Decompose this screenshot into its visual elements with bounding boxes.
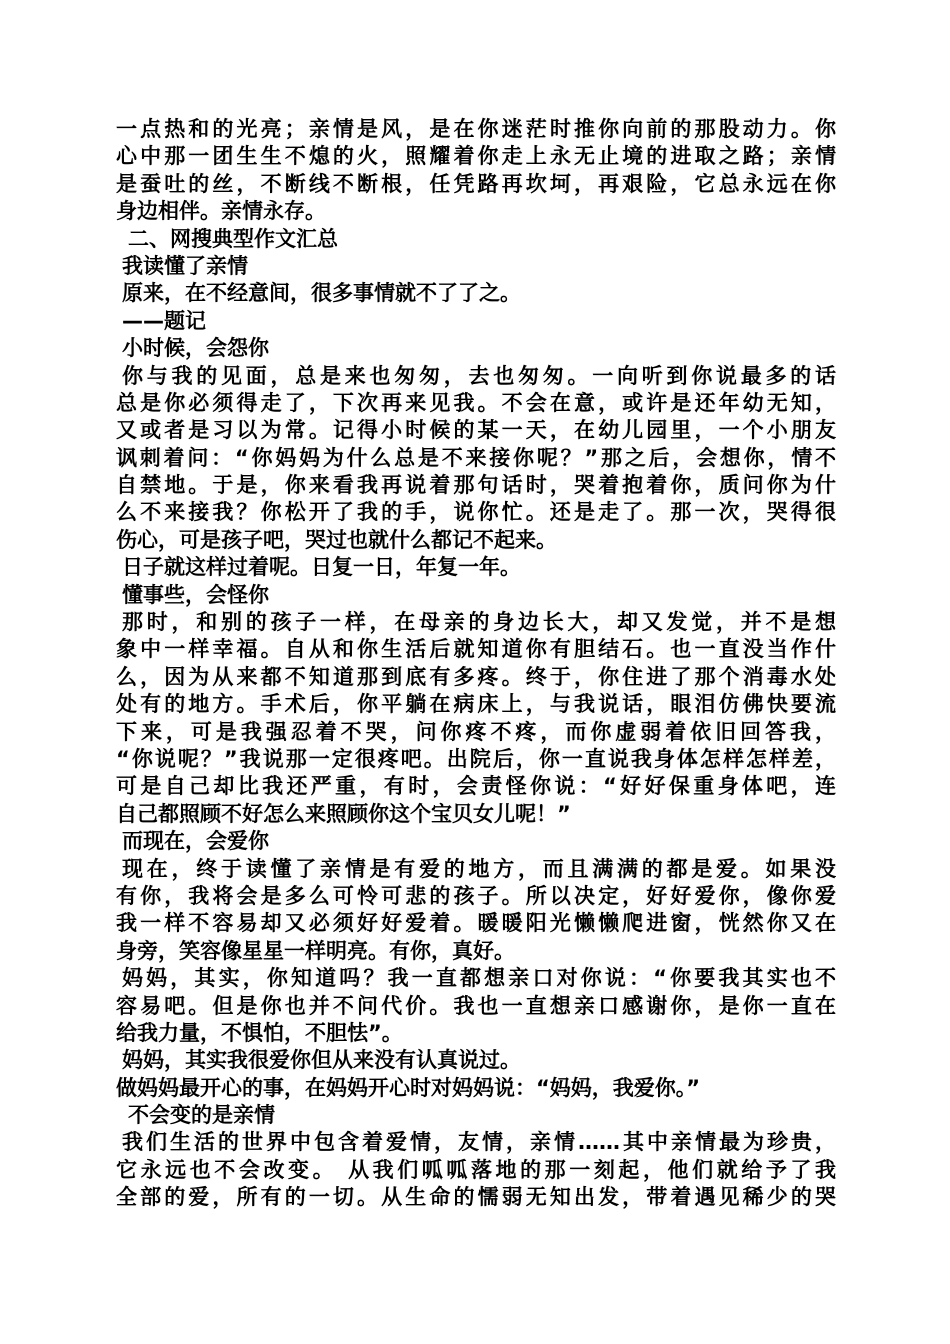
text-line: 身边相伴。亲情永存。 <box>116 199 326 224</box>
text-line: 懂事些，会怪你 <box>122 582 269 607</box>
text-line: 二、网搜典型作文汇总 <box>128 226 338 251</box>
text-line: 那时，和别的孩子一样，在母亲的身边长大，却又发觉，并不是想 <box>122 610 836 635</box>
text-line: 有你，我将会是多么可怜可悲的孩子。所以决定，好好爱你，像你爱 <box>116 883 836 908</box>
text-line: 可是自己却比我还严重，有时，会责怪你说：“好好保重身体吧，连 <box>116 774 836 799</box>
text-line: 你与我的见面，总是来也匆匆，去也匆匆。一向听到你说最多的话 <box>122 363 836 388</box>
text-line: 我读懂了亲情 <box>122 253 248 278</box>
text-line: 我一样不容易却又必须好好爱着。暖暖阳光懒懒爬进窗，恍然你又在 <box>116 911 836 936</box>
text-line: 容易吧。但是你也并不问代价。我也一直想亲口感谢你，是你一直在 <box>116 993 836 1018</box>
text-line: 现在，终于读懂了亲情是有爱的地方，而且满满的都是爱。如果没 <box>122 856 836 881</box>
text-line: 下来，可是我强忍着不哭，问你疼不疼，而你虚弱着依旧回答我， <box>116 719 836 744</box>
text-line: 日子就这样过着呢。日复一日，年复一年。 <box>122 555 521 580</box>
text-line: 是蚕吐的丝，不断线不断根，任凭路再坎坷，再艰险，它总永远在你 <box>116 171 836 196</box>
text-line: 么，因为从来都不知道那到底有多疼。终于，你住进了那个消毒水处 <box>116 664 836 689</box>
text-line: 一点热和的光亮；亲情是风，是在你迷茫时推你向前的那股动力。你 <box>116 117 836 141</box>
text-line: 全部的爱，所有的一切。从生命的懦弱无知出发，带着遇见稀少的哭 <box>116 1185 836 1210</box>
text-line: 小时候，会怨你 <box>122 336 269 361</box>
text-line: 自禁地。于是，你来看我再说着那句话时，哭着抱着你，质问你为什 <box>116 473 836 498</box>
text-line: 妈妈，其实我很爱你但从来没有认真说过。 <box>122 1048 521 1073</box>
text-line: 原来，在不经意间，很多事情就不了了之。 <box>122 281 521 306</box>
text-line: 我们生活的世界中包含着爱情，友情，亲情……其中亲情最为珍贵， <box>122 1130 836 1155</box>
text-line: 总是你必须得走了，下次再来见我。不会在意，或许是还年幼无知， <box>116 390 836 415</box>
text-line: ——题记 <box>122 308 206 333</box>
text-line: 心中那一团生生不熄的火，照耀着你走上永无止境的进取之路；亲情 <box>116 144 836 169</box>
document-page <box>116 116 836 1212</box>
text-line: 自己都照顾不好怎么来照顾你这个宝贝女儿呢！” <box>116 801 571 826</box>
text-line: 不会变的是亲情 <box>128 1103 275 1128</box>
text-line: 伤心，可是孩子吧，哭过也就什么都记不起来。 <box>116 527 557 552</box>
text-line: 做妈妈最开心的事，在妈妈开心时对妈妈说：“妈妈，我爱你。” <box>116 1075 701 1100</box>
text-line: 又或者是习以为常。记得小时候的某一天，在幼儿园里，一个小朋友 <box>116 418 836 443</box>
text-line: “你说呢？”我说那一定很疼吧。出院后，你一直说我身体怎样怎样差， <box>116 746 836 771</box>
text-line: 它永远也不会改变。 从我们呱呱落地的那一刻起，他们就给予了我 <box>116 1157 836 1182</box>
text-line: 给我力量，不惧怕，不胆怯”。 <box>116 1020 403 1045</box>
text-line: 象中一样幸福。自从和你生活后就知道你有胆结石。也一直没当作什 <box>116 637 836 662</box>
text-line: 讽刺着问：“你妈妈为什么总是不来接你呢？”那之后，会想你，情不 <box>116 445 836 470</box>
text-line: 么不来接我？你松开了我的手，说你忙。还是走了。那一次，哭得很 <box>116 500 836 525</box>
text-line: 处有的地方。手术后，你平躺在病床上，与我说话，眼泪仿佛快要流 <box>116 692 836 717</box>
text-line: 而现在，会爱你 <box>122 829 269 854</box>
text-line: 身旁，笑容像星星一样明亮。有你，真好。 <box>116 938 515 963</box>
text-line: 妈妈，其实，你知道吗？我一直都想亲口对你说：“你要我其实也不 <box>122 966 836 991</box>
